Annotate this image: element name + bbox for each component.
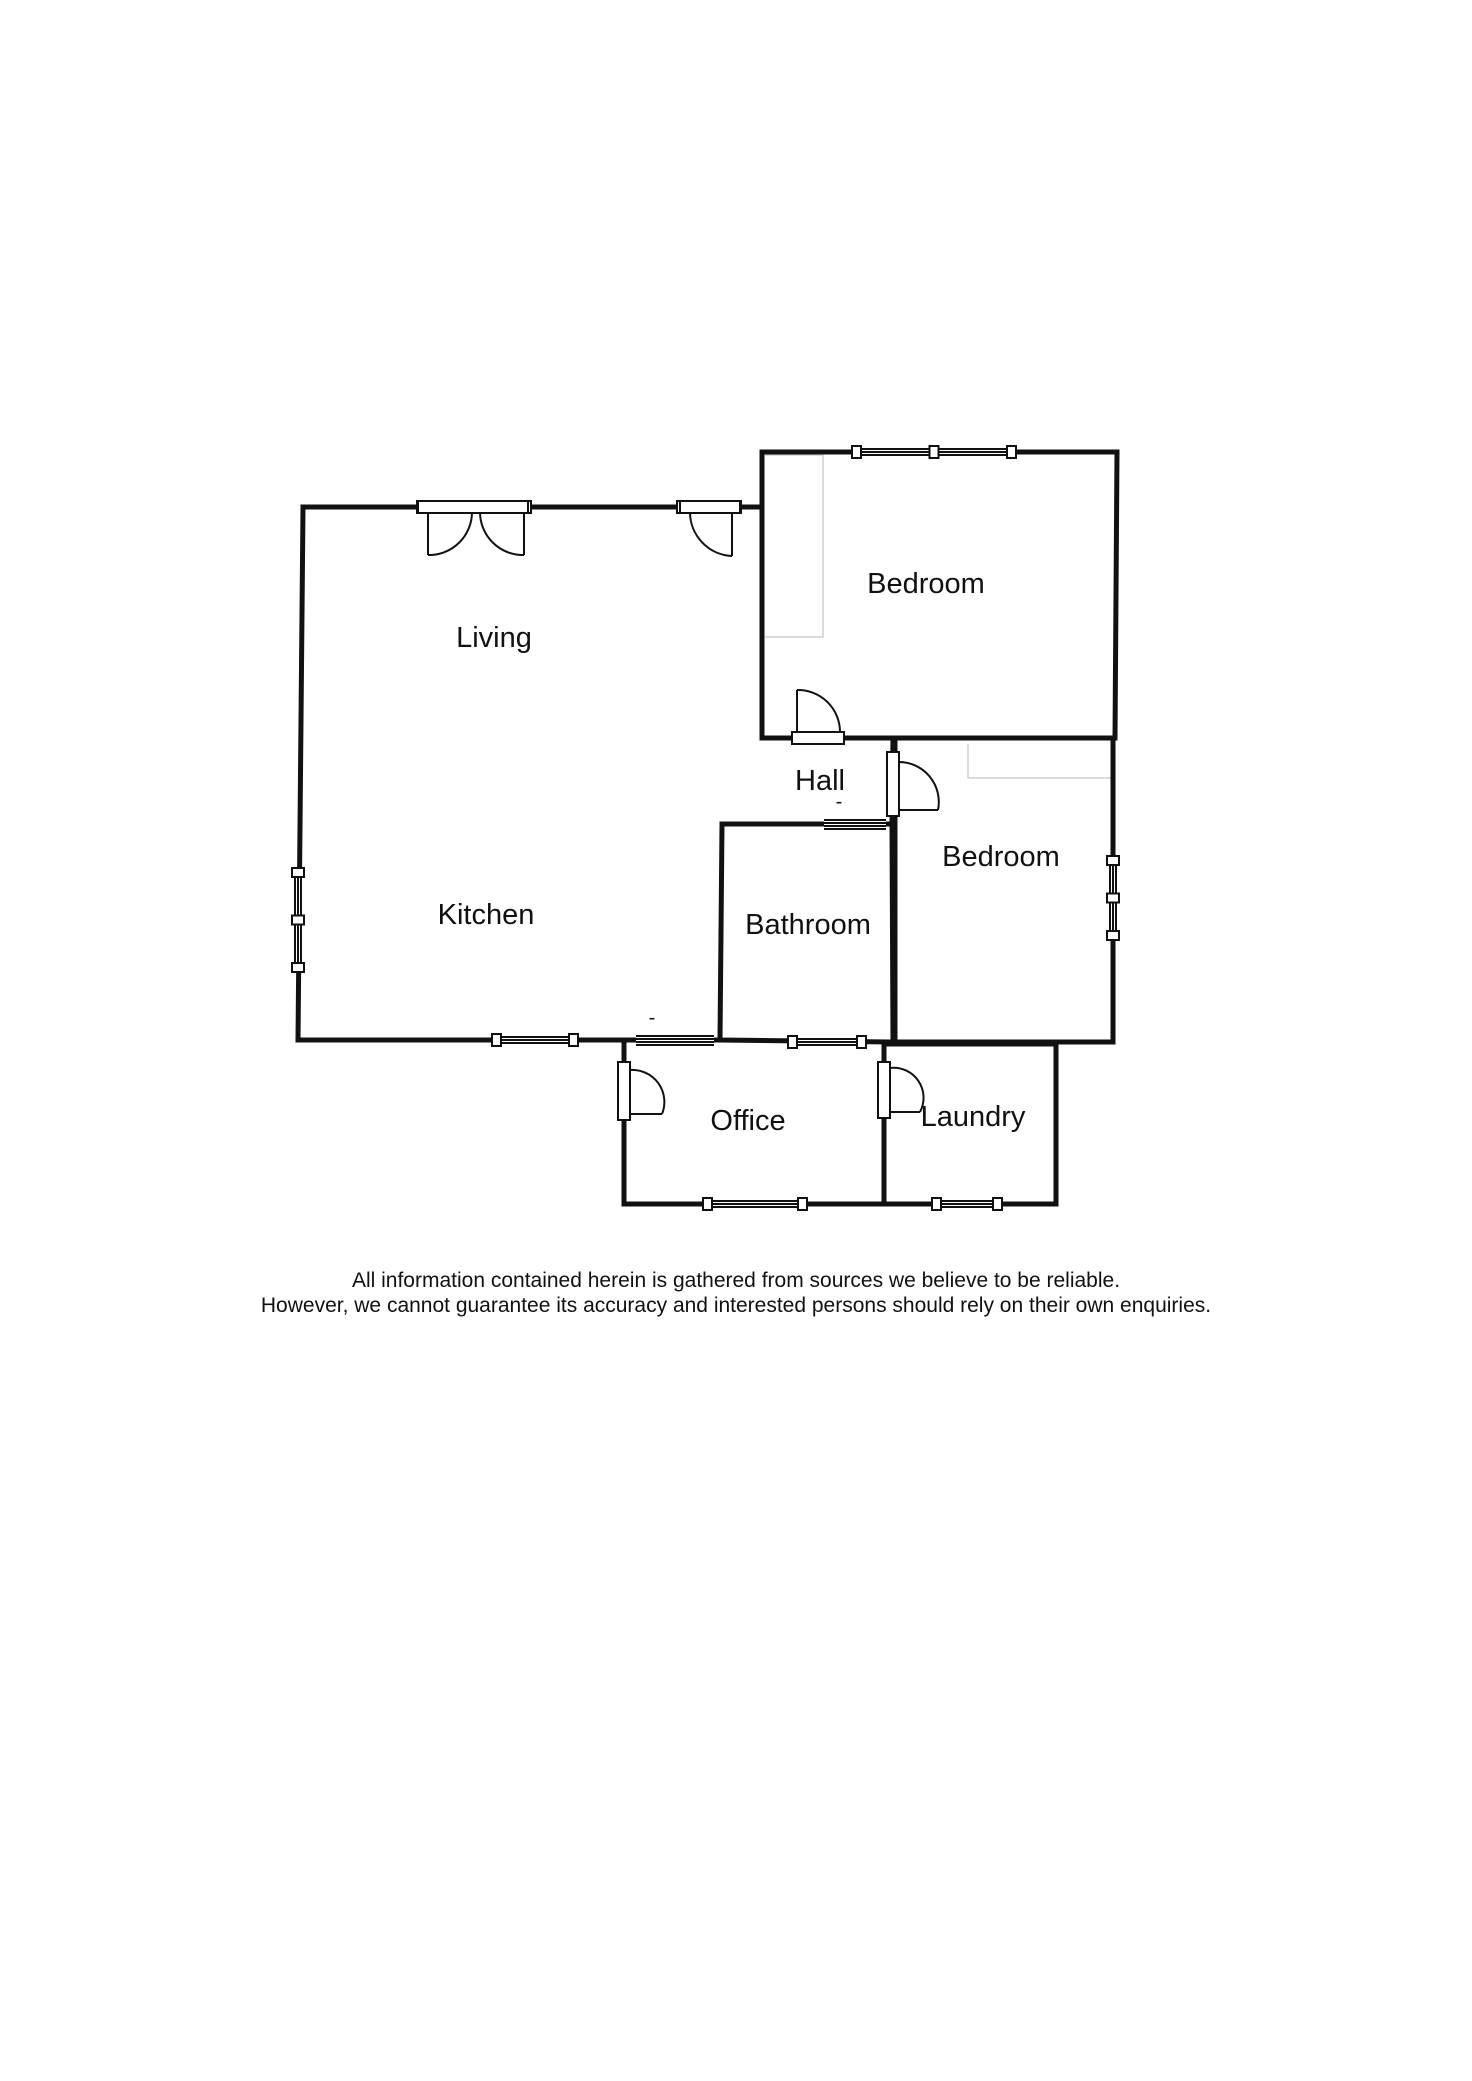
door-living-french-right: [480, 512, 524, 555]
door-living-french-left: [418, 501, 528, 555]
room-label-bedroom-2: Bedroom: [942, 841, 1060, 873]
room-label-office: Office: [710, 1105, 786, 1137]
room-label-bathroom: Bathroom: [745, 909, 871, 941]
door-bedroom-1: [792, 690, 844, 744]
door-laundry: [878, 1062, 924, 1118]
wardrobe-outline-bedroom-2: [968, 744, 1115, 778]
window-laundry-south: [932, 1198, 1002, 1210]
door-bedroom-2: [887, 752, 939, 816]
door-living-east: [680, 501, 740, 556]
room-label-bedroom-1: Bedroom: [867, 568, 985, 600]
step-mark-hall: -: [835, 791, 843, 813]
door-office: [618, 1062, 664, 1120]
window-kitchen-west: [292, 868, 304, 972]
wall-living-kitchen: [298, 507, 762, 1040]
window-bedroom-1-north: [852, 446, 1016, 458]
disclaimer-line-2: However, we cannot guarantee its accuracy and interested persons should rely on their own enquiries.: [260, 1294, 1212, 1318]
doors: [418, 501, 939, 1120]
room-label-kitchen: Kitchen: [437, 899, 535, 931]
room-label-hall: Hall: [795, 765, 845, 797]
disclaimer-line-1: All information contained herein is gathered from sources we believe to be reliable.: [351, 1269, 1121, 1292]
sliding-door-office: [636, 1035, 714, 1045]
window-office-south: [703, 1198, 807, 1210]
windows: [292, 446, 1119, 1210]
window-bedroom-2-east: [1107, 856, 1119, 940]
room-label-laundry: Laundry: [920, 1101, 1026, 1133]
sliding-door-bathroom: [824, 819, 886, 829]
room-label-living: Living: [456, 622, 532, 654]
wardrobe-outline-bedroom-1: [765, 455, 823, 637]
step-mark-kitchen: -: [648, 1007, 656, 1029]
wall-bedroom-2: [895, 740, 1113, 1042]
disclaimer: [0, 1268, 1472, 1318]
window-kitchen-south: [492, 1034, 578, 1046]
window-bathroom-south: [788, 1036, 866, 1048]
